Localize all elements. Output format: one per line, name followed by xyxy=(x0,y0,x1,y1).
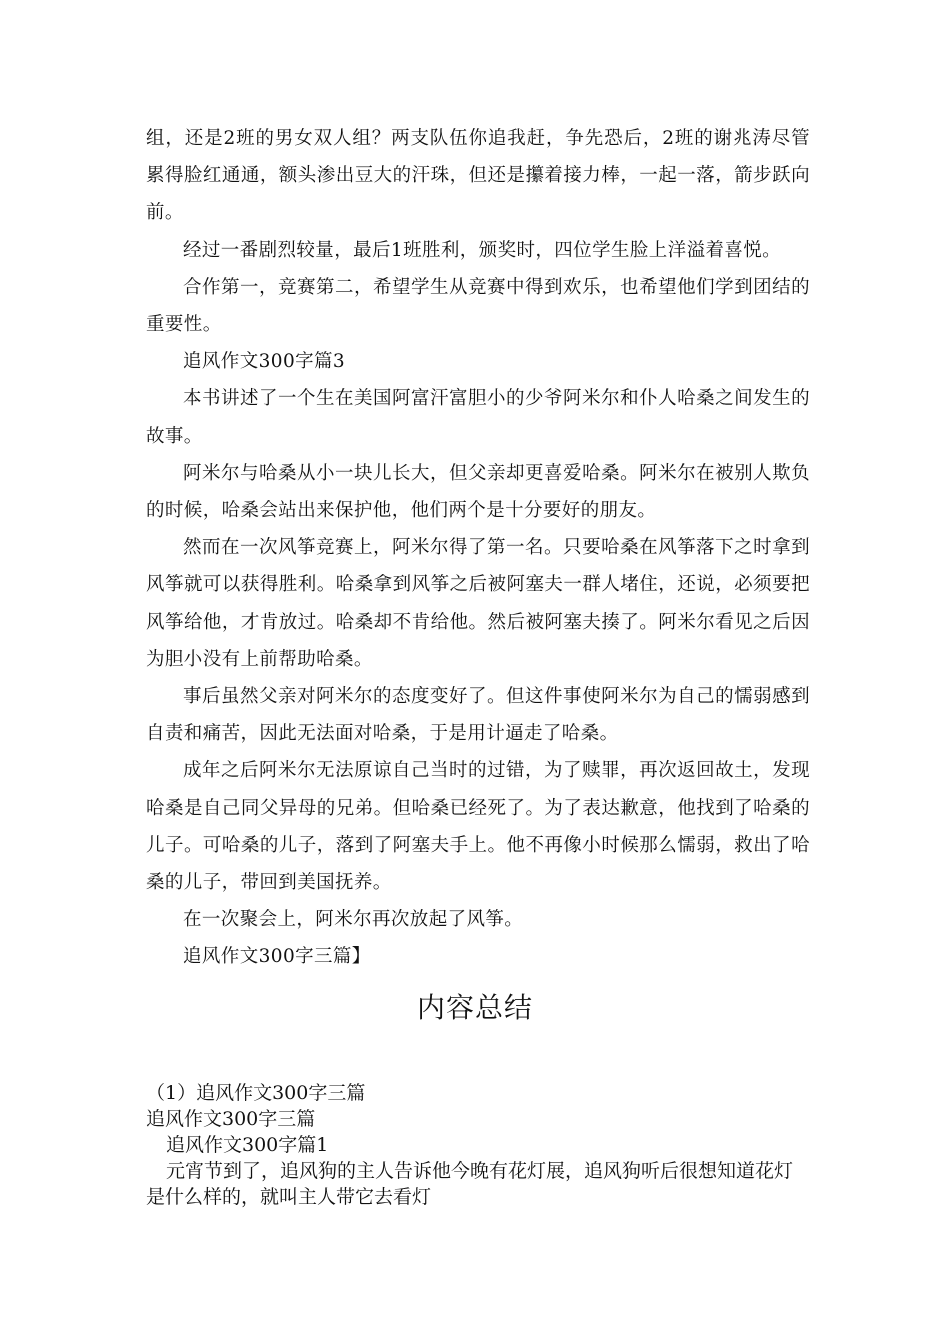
summary-subtitle: 追风作文300字三篇 xyxy=(146,1108,316,1130)
paragraph-result: 经过一番剧烈较量，最后1班胜利，颁奖时，四位学生脸上洋溢着喜悦。 xyxy=(183,239,782,261)
paragraph-friends: 阿米尔与哈桑从小一块儿长大，但父亲却更喜爱哈桑。阿米尔在被别人欺负的时候，哈桑会站出来保护他，他们两个是十分要好的朋友。 xyxy=(146,462,810,522)
summary-essay-heading-1: 追风作文300字篇1 xyxy=(166,1134,329,1156)
essay-body xyxy=(146,120,810,976)
essay-footer-title: 追风作文300字三篇】 xyxy=(183,946,371,968)
paragraph-redemption: 成年之后阿米尔无法原谅自己当时的过错，为了赎罪，再次返回故土，发现哈桑是自己同父异母的兄弟。但哈桑已经死了。为了表达歉意，他找到了哈桑的儿子。可哈桑的儿子，落到了阿塞夫手上。他不再像小时候那么懦弱，救出了哈桑的儿子，带回到美国抚养。 xyxy=(146,760,810,894)
paragraph-kite-contest: 然而在一次风筝竞赛上，阿米尔得了第一名。只要哈桑在风筝落下之时拿到风筝就可以获得胜利。哈桑拿到风筝之后被阿塞夫一群人堵住，还说，必须要把风筝给他，才肯放过。哈桑却不肯给他。然后被阿塞夫揍了。阿米尔看见之后因为胆小没有上前帮助哈桑。 xyxy=(146,537,810,670)
summary-heading: 内容总结 xyxy=(416,991,533,1024)
paragraph-relay-race: 组，还是2班的男女双人组？两支队伍你追我赶，争先恐后，2班的谢兆涛尽管累得脸红通通，额头渗出豆大的汗珠，但还是攥着接力棒，一起一落，箭步跃向前。 xyxy=(146,128,810,224)
summary-section xyxy=(146,1080,810,1210)
essay-heading-3: 追风作文300字篇3 xyxy=(183,351,346,373)
paragraph-book-intro: 本书讲述了一个生在美国阿富汗富胆小的少爷阿米尔和仆人哈桑之间发生的故事。 xyxy=(146,388,810,447)
paragraph-cooperation: 合作第一，竞赛第二，希望学生从竞赛中得到欢乐，也希望他们学到团结的重要性。 xyxy=(146,276,810,336)
summary-item-1: （1）追风作文300字三篇 xyxy=(146,1082,366,1104)
paragraph-party: 在一次聚会上，阿米尔再次放起了风筝。 xyxy=(183,909,524,931)
summary-excerpt: 元宵节到了，追风狗的主人告诉他今晚有花灯展，追风狗听后很想知道花灯是什么样的，就叫主人带它去看灯 xyxy=(146,1160,794,1208)
paragraph-aftermath: 事后虽然父亲对阿米尔的态度变好了。但这件事使阿米尔为自己的懦弱感到自责和痛苦，因此无法面对哈桑，于是用计逼走了哈桑。 xyxy=(146,686,810,745)
